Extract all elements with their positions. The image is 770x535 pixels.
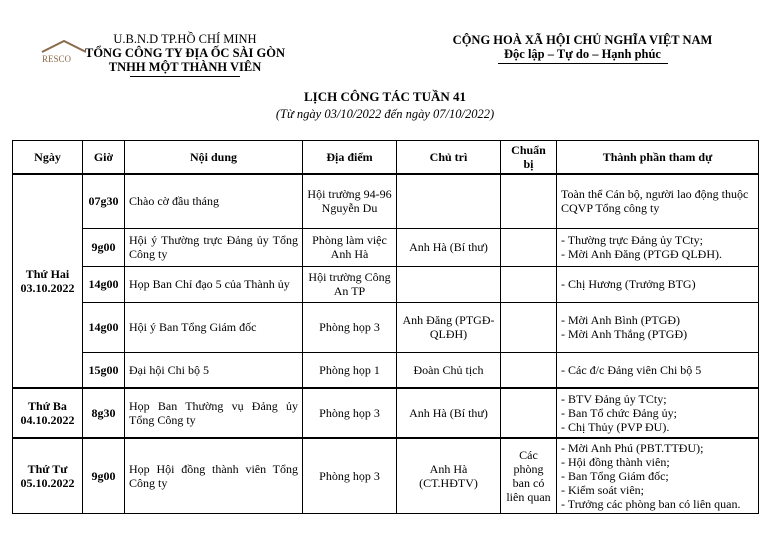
day-cell: Thứ Hai 03.10.2022 <box>13 174 83 388</box>
content-cell: Họp Ban Thường vụ Đảng ủy Tổng Công ty <box>125 388 303 438</box>
content-cell: Hội ý Ban Tổng Giám đốc <box>125 302 303 352</box>
organization-header <box>60 32 310 77</box>
time-cell: 15g00 <box>83 352 125 388</box>
content-cell: Hội ý Thường trực Đảng ủy Tổng Công ty <box>125 228 303 266</box>
chair-cell <box>397 174 501 228</box>
divider <box>498 63 668 64</box>
time-cell: 14g00 <box>83 266 125 302</box>
time-cell: 8g30 <box>83 388 125 438</box>
schedule-table <box>12 140 759 514</box>
time-cell: 14g00 <box>83 302 125 352</box>
country-name: CỘNG HOÀ XÃ HỘI CHỦ NGHĨA VIỆT NAM <box>452 33 713 47</box>
time-cell: 9g00 <box>83 228 125 266</box>
chair-cell: Anh Hà (Bí thư) <box>397 388 501 438</box>
content-cell: Họp Hội đồng thành viên Tổng Công ty <box>125 438 303 514</box>
table-row <box>13 438 759 514</box>
column-header: Giờ <box>83 141 125 175</box>
prep-cell <box>501 388 557 438</box>
attendees-cell: - BTV Đảng ủy TCty; - Ban Tổ chức Đảng ủy; - Chị Thủy (PVP ĐU). <box>557 388 759 438</box>
attendees-cell: - Mời Anh Phú (PBT.TTĐU); - Hội đồng thành viên; - Ban Tổng Giám đốc; - Kiểm soát viên; - Trưởng các phòng ban có liên quan. <box>557 438 759 514</box>
time-cell: 9g00 <box>83 438 125 514</box>
content-cell: Chào cờ đầu tháng <box>125 174 303 228</box>
table-row <box>13 352 759 388</box>
chair-cell: Đoàn Chủ tịch <box>397 352 501 388</box>
chair-cell <box>397 266 501 302</box>
place-cell: Phòng họp 3 <box>303 438 397 514</box>
column-header: Ngày <box>13 141 83 175</box>
document-subtitle: (Từ ngày 03/10/2022 đến ngày 07/10/2022) <box>275 107 495 121</box>
attendees-cell: - Mời Anh Bình (PTGĐ) - Mời Anh Thắng (PTGĐ) <box>557 302 759 352</box>
chair-cell: Anh Đăng (PTGĐ-QLĐH) <box>397 302 501 352</box>
content-cell: Họp Ban Chỉ đạo 5 của Thành ủy <box>125 266 303 302</box>
time-cell: 07g30 <box>83 174 125 228</box>
column-header: Chuẩn bị <box>501 141 557 175</box>
place-cell: Phòng họp 3 <box>303 388 397 438</box>
company-type: TNHH MỘT THÀNH VIÊN <box>108 60 262 74</box>
column-header: Thành phần tham dự <box>557 141 759 175</box>
table-header-row <box>13 141 759 175</box>
prep-cell <box>501 302 557 352</box>
chair-cell: Anh Hà (Bí thư) <box>397 228 501 266</box>
table-row <box>13 174 759 228</box>
svg-text:RESCO: RESCO <box>42 54 72 64</box>
attendees-cell: - Các đ/c Đảng viên Chi bộ 5 <box>557 352 759 388</box>
place-cell: Phòng làm việc Anh Hà <box>303 228 397 266</box>
column-header: Địa điểm <box>303 141 397 175</box>
national-header <box>440 33 725 64</box>
chair-cell: Anh Hà (CT.HĐTV) <box>397 438 501 514</box>
table-row <box>13 302 759 352</box>
company-name: TỔNG CÔNG TY ĐỊA ỐC SÀI GÒN <box>84 46 286 60</box>
prep-cell <box>501 174 557 228</box>
city-committee: U.B.N.D TP.HỒ CHÍ MINH <box>113 32 257 46</box>
table-row <box>13 228 759 266</box>
place-cell: Phòng họp 1 <box>303 352 397 388</box>
prep-cell <box>501 266 557 302</box>
attendees-cell: - Thường trực Đảng ủy TCty; - Mời Anh Đăng (PTGĐ QLĐH). <box>557 228 759 266</box>
column-header: Nội dung <box>125 141 303 175</box>
place-cell: Phòng họp 3 <box>303 302 397 352</box>
attendees-cell: - Chị Hương (Trưởng BTG) <box>557 266 759 302</box>
attendees-cell: Toàn thể Cán bộ, người lao động thuộc CQVP Tổng công ty <box>557 174 759 228</box>
prep-cell <box>501 228 557 266</box>
place-cell: Hội trường 94-96 Nguyễn Du <box>303 174 397 228</box>
table-row <box>13 388 759 438</box>
prep-cell <box>501 352 557 388</box>
prep-cell: Các phòng ban có liên quan <box>501 438 557 514</box>
day-cell: Thứ Tư 05.10.2022 <box>13 438 83 514</box>
content-cell: Đại hội Chi bộ 5 <box>125 352 303 388</box>
document-title: LỊCH CÔNG TÁC TUẦN 41 <box>303 89 467 104</box>
day-cell: Thứ Ba 04.10.2022 <box>13 388 83 438</box>
column-header: Chủ trì <box>397 141 501 175</box>
divider <box>130 76 240 77</box>
place-cell: Hội trường Công An TP <box>303 266 397 302</box>
national-motto: Độc lập – Tự do – Hạnh phúc <box>504 47 661 61</box>
table-row <box>13 266 759 302</box>
